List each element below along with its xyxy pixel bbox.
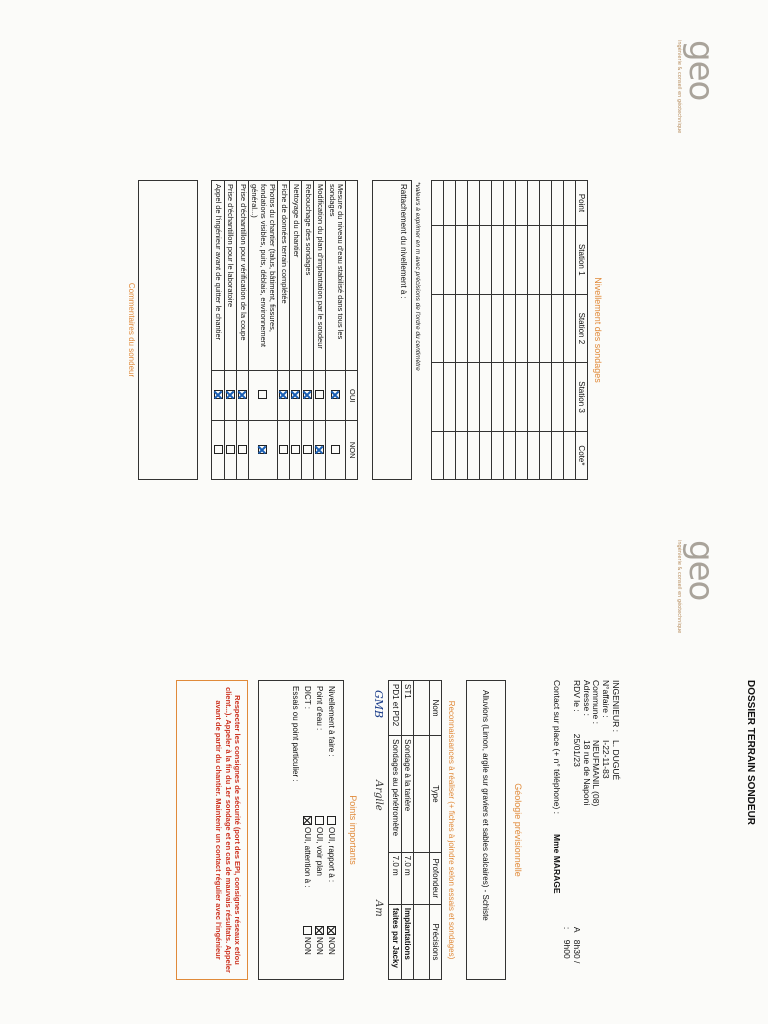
geo-logo: geo ingénierie & conseil en géotechnique [675, 40, 721, 134]
safety-text: Respecter les consignes de sécurité (port des EPI, consignes réseaux et/ou client...). Appeler à la fin du 1er sondage et en cas de mauvais résultats. Appeler avant de partir du chantier. Maintenir un contact régulier avec l'ingénieur [214, 687, 242, 973]
recon-title: Reconnaissances à réaliser (+ fiches à joindre selon essais et sondages) [447, 700, 456, 960]
comments-title: Commentaires du sondeur [127, 282, 136, 378]
table-row [563, 181, 575, 480]
table-row [431, 181, 443, 480]
right-page [128, 530, 768, 1000]
checklist-table: OUI NON Mesure du niveau d'eau stabilisé dans tous les sondages Modification du plan d'implantation par le sondeur Rebouchage des sondages Nettoyage du chantier Fiche de données terrain complétée Photos du chantier (talus, bâtiment, fissures, fondations visibles, puits, déblais, environnement général...) Prise d'échantillon pour vérification de la coupe Prise d'échantillon pour le laboratoire Appel de l'ingénieur avant de quitter le chantier [211, 180, 358, 480]
geo-logo: geo ingénierie & conseil en géotechnique [675, 540, 721, 634]
table-row: Appel de l'ingénieur avant de quitter le chantier [212, 181, 224, 480]
table-row: Mesure du niveau d'eau stabilisé dans tous les sondages [326, 181, 346, 480]
geologie-title: Géologie prévisionnelle [513, 783, 523, 877]
table-row: Prise d'échantillon pour le laboratoire [224, 181, 236, 480]
handwritten-note: GMB [372, 690, 385, 719]
rattachement-label: Rattachement du nivellement à : [399, 184, 408, 299]
table-row: Photos du chantier (talus, bâtiment, fissures, fondations visibles, puits, déblais, environnement général...) [248, 181, 277, 480]
table-row [551, 181, 563, 480]
info-block: INGENIEUR : L. DUGUÉ N°affaire : I-22-11-83 Commune : NEUFMANIL (08) Adresse : 18 rue de Naponi RDV le : 25/01/23 A : 8h30 / 9h00 Contact sur place (+ n° téléphone) : Mme MARAGE [552, 680, 621, 964]
table-row [515, 181, 527, 480]
page-title: DOSSIER TERRAIN SONDEUR [745, 680, 756, 826]
table-row [527, 181, 539, 480]
geologie-text: Alluvions (Limon, argile sur graviers et sables calcaires) - Schiste [481, 690, 490, 921]
table-row: ST1 Sondage à la tarière 7.0 m Implantations [401, 681, 413, 980]
points-title: Points importants [348, 795, 358, 865]
points-list: Nivellement à faire : OUI, rapport à : NON Point d'eau : OUI, voir plan NON DICT : OUI, attention à : NON Essais ou point particulier : [291, 686, 336, 955]
left-page [128, 30, 768, 500]
table-row: PD1 et PD2 Sondages au pénétromètre 7.0 m faites par Jacky [389, 681, 401, 980]
nivellement-note: *valeurs à exprimer en m avec précisions de l'ordre du centimètre [414, 182, 421, 371]
table-row [455, 181, 467, 480]
table-row: Rebouchage des sondages [301, 181, 313, 480]
table-row [479, 181, 491, 480]
nivellement-table: Point Station 1 Station 2 Station 3 Cote* [431, 180, 588, 480]
table-row: Prise d'échantillon pour vérification de la coupe [236, 181, 248, 480]
handwritten-note: Am [373, 900, 384, 917]
table-row [503, 181, 515, 480]
handwritten-note: Argile [373, 780, 384, 811]
table-row [467, 181, 479, 480]
table-row [443, 181, 455, 480]
nivellement-title: Nivellement des sondages [593, 277, 603, 383]
table-row: Modification du plan d'implantation par le sondeur [314, 181, 326, 480]
table-row [413, 681, 429, 980]
table-row [539, 181, 551, 480]
table-row: Nettoyage du chantier [289, 181, 301, 480]
recon-table: Nom Type Profondeur Précisions ST1 Sondage à la tarière 7.0 m Implantations PD1 et PD2 Sondages au pénétromètre 7.0 m faites par Jacky [388, 680, 442, 980]
table-row: Fiche de données terrain complétée [277, 181, 289, 480]
table-row [491, 181, 503, 480]
